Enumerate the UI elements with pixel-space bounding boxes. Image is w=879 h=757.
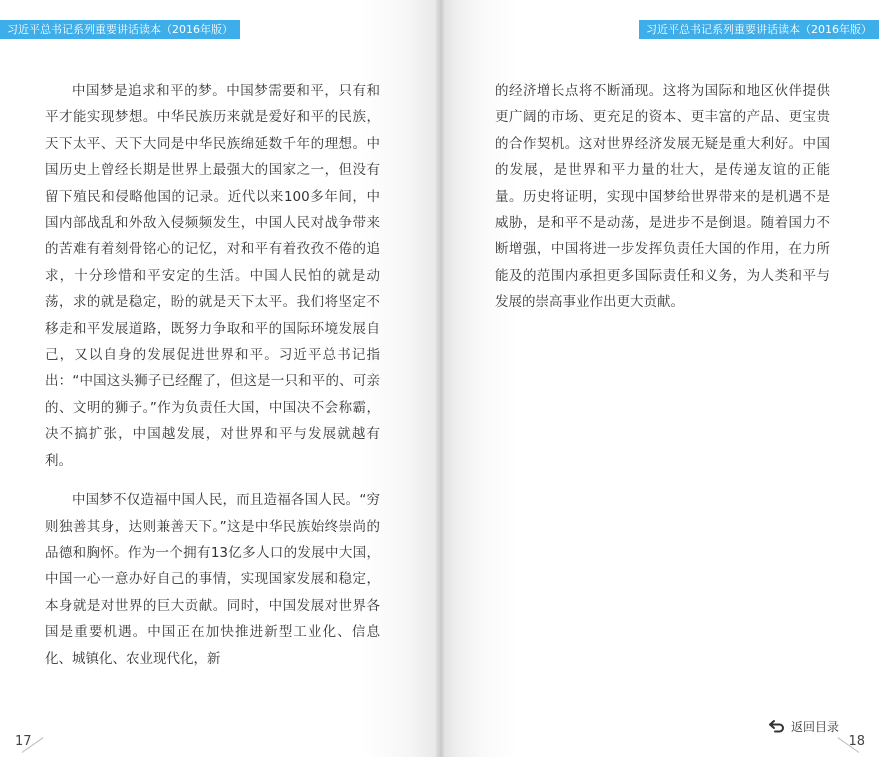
book-gutter-shadow: [436, 0, 444, 757]
right-page: [440, 0, 879, 757]
right-header-title: 习近平总书记系列重要讲话读本（2016年版）: [639, 20, 879, 39]
return-arrow-icon: [768, 719, 786, 733]
left-page-body: [45, 78, 380, 672]
left-paragraph-1: 中国梦是追求和平的梦。中国梦需要和平，只有和平才能实现梦想。中华民族历来就是爱好和平的民族，天下太平、天下大同是中华民族绵延数千年的理想。中国历史上曾经长期是世界上最强大的国家之一，但没有留下殖民和侵略他国的记录。近代以来100多年间，中国内部战乱和外敌入侵频频发生，中国人民对战争带来的苦难有着刻骨铭心的记忆，对和平有着孜孜不倦的追求，十分珍惜和平安定的生活。中国人民怕的就是动荡，求的就是稳定，盼的就是天下太平。我们将坚定不移走和平发展道路，既努力争取和平的国际环境发展自己，又以自身的发展促进世界和平。习近平总书记指出：“中国这头狮子已经醒了，但这是一只和平的、可亲的、文明的狮子。”作为负责任大国，中国决不会称霸，决不搞扩张，中国越发展，对世界和平与发展就越有利。: [45, 83, 380, 469]
left-page-number: 17: [15, 734, 32, 749]
right-paragraph-1: 的经济增长点将不断涌现。这将为国际和地区伙伴提供更广阔的市场、更充足的资本、更丰富的产品、更宝贵的合作契机。这对世界经济发展无疑是重大利好。中国的发展，是世界和平力量的壮大，是传递友谊的正能量。历史将证明，实现中国梦给世界带来的是机遇不是威胁，是和平不是动荡，是进步不是倒退。随着国力不断增强，中国将进一步发挥负责任大国的作用，在力所能及的范围内承担更多国际责任和义务，为人类和平与发展的崇高事业作出更大贡献。: [495, 83, 830, 311]
left-paragraph-2: 中国梦不仅造福中国人民，而且造福各国人民。“穷则独善其身，达则兼善天下。”这是中华民族始终崇尚的品德和胸怀。作为一个拥有13亿多人口的发展中大国，中国一心一意办好自己的事情，实现国家发展和稳定，本身就是对世界的巨大贡献。同时，中国发展对世界各国是重要机遇。中国正在加快推进新型工业化、信息化、城镇化、农业现代化，新: [45, 492, 380, 667]
left-header-title: 习近平总书记系列重要讲话读本（2016年版）: [0, 20, 240, 39]
right-page-number: 18: [848, 734, 865, 749]
back-to-contents-label: 返回目录: [791, 719, 840, 734]
right-page-body: [495, 78, 830, 316]
back-to-contents-button[interactable]: [768, 716, 839, 736]
